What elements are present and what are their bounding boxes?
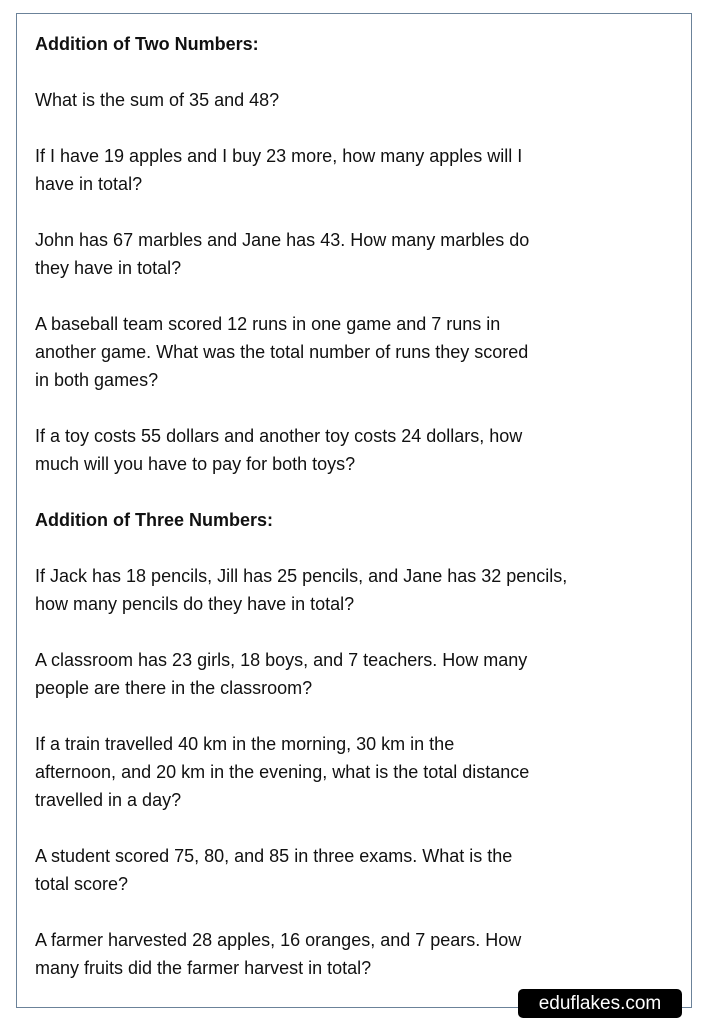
question [35, 562, 675, 618]
question-line: much will you have to pay for both toys? [35, 454, 356, 474]
question [35, 226, 675, 282]
question-line: in both games? [35, 370, 159, 390]
question-line: If Jack has 18 pencils, Jill has 25 pencils, and Jane has 32 pencils, [35, 566, 568, 586]
question [35, 926, 675, 982]
question [35, 422, 675, 478]
question [35, 730, 675, 814]
section-heading [35, 30, 675, 58]
question-line: A student scored 75, 80, and 85 in three exams. What is the [35, 846, 513, 866]
question-line: A baseball team scored 12 runs in one game and 7 runs in [35, 314, 501, 334]
question-line: travelled in a day? [35, 790, 182, 810]
question-line: afternoon, and 20 km in the evening, what is the total distance [35, 762, 530, 782]
question [35, 842, 675, 898]
question [35, 86, 675, 114]
question-line: If a toy costs 55 dollars and another toy costs 24 dollars, how [35, 426, 523, 446]
question-line: If a train travelled 40 km in the morning, 30 km in the [35, 734, 455, 754]
question-line: John has 67 marbles and Jane has 43. How many marbles do [35, 230, 530, 250]
question [35, 142, 675, 198]
question-line: another game. What was the total number of runs they scored [35, 342, 529, 362]
section-heading-text: Addition of Two Numbers: [35, 34, 259, 54]
section-heading [35, 506, 675, 534]
question [35, 646, 675, 702]
question-line: total score? [35, 874, 129, 894]
question-line: A farmer harvested 28 apples, 16 oranges, and 7 pears. How [35, 930, 522, 950]
question-line: If I have 19 apples and I buy 23 more, how many apples will I [35, 146, 523, 166]
watermark-badge: eduflakes.com [518, 989, 682, 1018]
question-line: people are there in the classroom? [35, 678, 313, 698]
worksheet-content [35, 30, 675, 1010]
section-heading-text: Addition of Three Numbers: [35, 510, 273, 530]
question-line: they have in total? [35, 258, 182, 278]
question-line: many fruits did the farmer harvest in total? [35, 958, 372, 978]
question [35, 310, 675, 394]
question-line: how many pencils do they have in total? [35, 594, 355, 614]
question-line: A classroom has 23 girls, 18 boys, and 7 teachers. How many [35, 650, 528, 670]
question-line: What is the sum of 35 and 48? [35, 90, 280, 110]
question-line: have in total? [35, 174, 143, 194]
